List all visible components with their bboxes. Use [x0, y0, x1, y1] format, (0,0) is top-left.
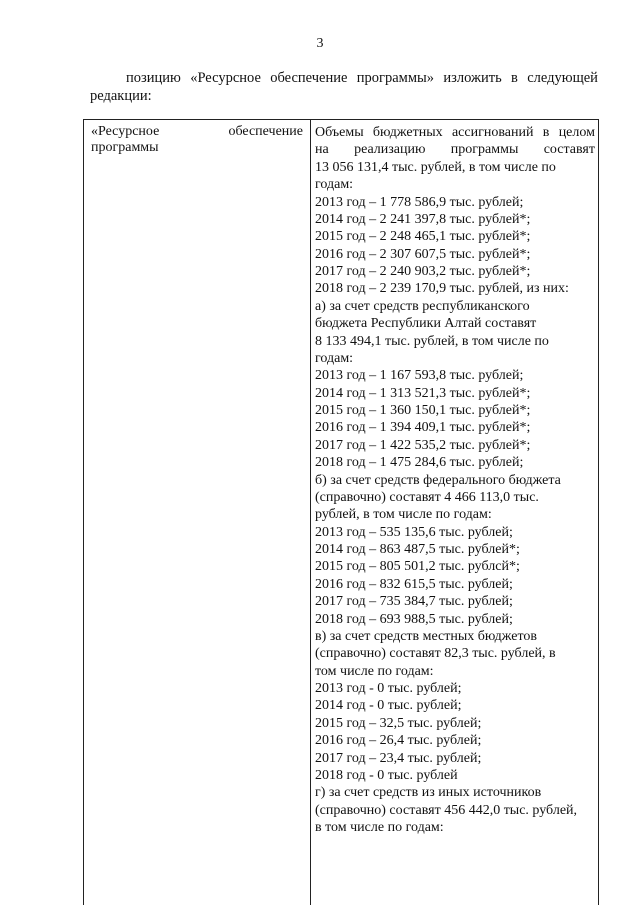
- column-divider: [310, 120, 311, 905]
- page-number: 3: [316, 36, 324, 51]
- right-cell-text-line: б) за счет средств федерального бюджета: [315, 472, 561, 488]
- word: целом: [558, 125, 595, 140]
- right-cell-text-line: в) за счет средств местных бюджетов: [315, 628, 538, 644]
- right-cell-text-line: 2018 год – 1 475 284,6 тыс. рублей;: [315, 455, 524, 471]
- word: ассигнований: [451, 125, 534, 140]
- left-cell-line-1: [91, 124, 303, 140]
- right-cell-text-line: а) за счет средств республиканского: [315, 298, 530, 314]
- word: бюджетных: [372, 125, 443, 140]
- right-cell-text-line: 13 056 131,4 тыс. рублей, в том числе по: [315, 159, 556, 175]
- right-cell-text-line: 2018 год - 0 тыс. рублей: [315, 767, 458, 783]
- word: в: [542, 125, 550, 140]
- right-cell-text-line: 2013 год – 1 167 593,8 тыс. рублей;: [315, 368, 524, 384]
- right-cell-text-line: 2017 год – 1 422 535,2 тыс. рублей*;: [315, 437, 531, 453]
- right-cell-text-line: 2016 год – 832 615,5 тыс. рублей;: [315, 576, 513, 592]
- right-cell-text-line: 2016 год – 1 394 409,1 тыс. рублей*;: [315, 420, 531, 436]
- intro-paragraph: [90, 69, 598, 105]
- right-cell-text-line: годам:: [315, 177, 354, 193]
- right-cell-text-line: 2013 год – 1 778 586,9 тыс. рублей;: [315, 194, 524, 210]
- right-cell-text-line: 2013 год - 0 тыс. рублей;: [315, 681, 462, 696]
- word: «Ресурсное: [190, 70, 261, 86]
- right-cell-text-line: том числе по годам:: [315, 663, 434, 679]
- right-cell-text-line: 2017 год – 23,4 тыс. рублей;: [315, 750, 482, 766]
- word: программы: [450, 142, 519, 158]
- word: обеспечение: [228, 124, 303, 139]
- word: следующей: [527, 70, 598, 86]
- right-cell-text-line: рублей, в том числе по годам:: [315, 507, 492, 523]
- right-cell-lines: [315, 159, 595, 837]
- right-cell-text-line: 2018 год – 2 239 170,9 тыс. рублей, из них:: [315, 281, 569, 297]
- word: реализацию: [354, 142, 426, 158]
- table-right-cell: [315, 124, 595, 836]
- right-cell-text-line: 2017 год – 735 384,7 тыс. рублей;: [315, 594, 513, 610]
- word: составят: [543, 142, 595, 158]
- right-cell-text-line: 2015 год – 1 360 150,1 тыс. рублей*;: [315, 403, 531, 418]
- right-cell-text-line: (справочно) составят 4 466 113,0 тыс.: [315, 489, 539, 505]
- right-cell-text-line: 2014 год - 0 тыс. рублей;: [315, 698, 462, 714]
- right-cell-line-1: [315, 124, 595, 141]
- word: обеспечение: [270, 70, 348, 86]
- right-cell-text-line: в том числе по годам:: [315, 820, 444, 835]
- right-cell-text-line: бюджета Республики Алтай составят: [315, 316, 537, 332]
- intro-line-1: [90, 69, 598, 87]
- resource-table: [83, 119, 599, 905]
- right-cell-text-line: годам:: [315, 350, 354, 366]
- right-cell-text-line: 2014 год – 863 487,5 тыс. рублей*;: [315, 542, 520, 557]
- right-cell-text-line: 2013 год – 535 135,6 тыс. рублей;: [315, 524, 513, 540]
- word: изложить: [443, 70, 502, 86]
- left-cell-line-2: программы: [91, 140, 159, 155]
- right-cell-text-line: 2015 год – 2 248 465,1 тыс. рублей*;: [315, 229, 531, 245]
- right-cell-text-line: г) за счет средств из иных источников: [315, 785, 542, 801]
- word: в: [511, 70, 518, 86]
- right-cell-text-line: 2017 год – 2 240 903,2 тыс. рублей*;: [315, 264, 531, 279]
- right-cell-text-line: 2015 год – 32,5 тыс. рублей;: [315, 715, 482, 731]
- word: Объемы: [315, 125, 364, 140]
- word: позицию: [126, 70, 181, 86]
- right-cell-text-line: (справочно) составят 82,3 тыс. рублей, в: [315, 646, 556, 662]
- right-cell-text-line: (справочно) составят 456 442,0 тыс. рублей,: [315, 802, 578, 818]
- word: программы»: [356, 70, 435, 86]
- table-left-cell: [91, 124, 303, 156]
- right-cell-text-line: 2016 год – 2 307 607,5 тыс. рублей*;: [315, 246, 531, 262]
- right-cell-text-line: 2014 год – 1 313 521,3 тыс. рублей*;: [315, 385, 531, 401]
- word: на: [315, 142, 329, 158]
- right-cell-line-2: [315, 141, 595, 158]
- word: «Ресурсное: [91, 124, 160, 139]
- right-cell-text-line: 2014 год – 2 241 397,8 тыс. рублей*;: [315, 211, 531, 227]
- right-cell-text-line: 2018 год – 693 988,5 тыс. рублей;: [315, 611, 513, 627]
- right-cell-text-line: 8 133 494,1 тыс. рублей, в том числе по: [315, 333, 549, 349]
- intro-line-2: редакции:: [90, 88, 152, 104]
- right-cell-text-line: 2015 год – 805 501,2 тыс. рублсй*;: [315, 559, 520, 575]
- right-cell-text-line: 2016 год – 26,4 тыс. рублей;: [315, 733, 482, 749]
